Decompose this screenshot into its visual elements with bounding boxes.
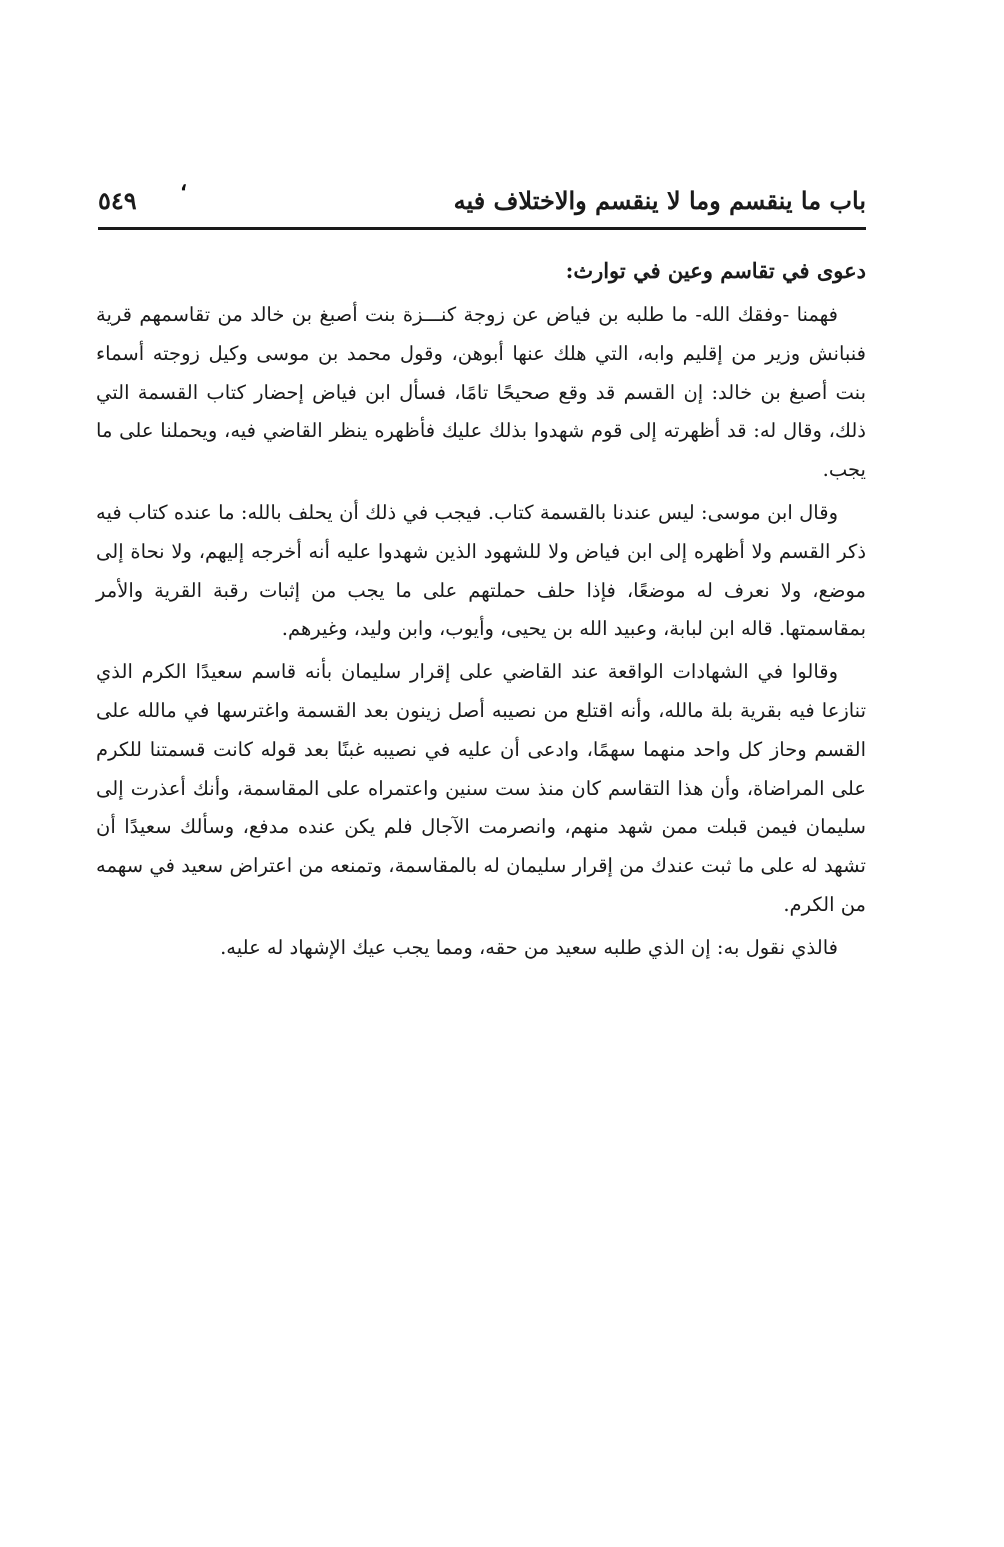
page-number: ٥٤٩: [98, 186, 137, 215]
section-heading: دعوى في تقاسم وعين في توارث:: [565, 258, 866, 283]
paragraph-1: فهمنا -وفقك الله- ما طلبه بن فياض عن زوجة كنـــزة بنت أصبغ بن خالد من تقاسمهم قرية فنبانش وزير من إقليم وابه، التي هلك عنها أبوهن، وقول محمد بن موسى وكيل زوجته أسماء بنت أصبغ بن خالد: إن القسم قد وقع صحيحًا تامًا، فسأل ابن فياض إحضار كتاب القسمة التي ذلك، وقال له: قد أظهرته إلى قوم شهدوا بذلك عليك فأظهره ينظر القاضي فيه، ويحملنا على ما يجب.: [96, 303, 866, 482]
header-divider: [98, 227, 866, 230]
paragraph-2: وقال ابن موسى: ليس عندنا بالقسمة كتاب. فيجب في ذلك أن يحلف بالله: ما عنده كتاب فيه ذكر القسم ولا أظهره إلى ابن فياض ولا للشهود الذين شهدوا عليه أنه أخرجه إليهم، ولا نحاة إلى موضع، ولا نعرف له موضعًا، فإذا حلف حملتهم على ما يجب من إثبات رقبة القرية والأمر بمقاسمتها. قاله ابن لبابة، وعبيد الله بن يحيى، وأيوب، وابن وليد، وغيرهم.: [96, 500, 866, 641]
header-title: باب ما ينقسم وما لا ينقسم والاختلاف فيه: [453, 186, 866, 215]
stray-ink-mark: ،: [180, 170, 188, 196]
running-header: [98, 182, 866, 226]
page-body: [96, 252, 866, 972]
paragraph-3: وقالوا في الشهادات الواقعة عند القاضي على إقرار سليمان بأنه قاسم سعيدًا الكرم الذي تنازعا فيه بقرية بلة مالله، وأنه اقتلع من نصيبه أصل زينون بعد القسمة واغترسها في مالله على القسم وحاز كل واحد منهما سهمًا، وادعى أن عليه في نصيبه غبنًا بعد قوله كانت قسمتنا للكرم على المراضاة، وأن هذا التقاسم كان منذ ست سنين واعتمراه على المقاسمة، وأنك أعذرت إلى سليمان فيمن قبلت ممن شهد منهم، وانصرمت الآجال فلم يكن عنده مدفع، وسألك سعيدًا أن تشهد له على ما ثبت عندك من إقرار سليمان له بالمقاسمة، وتمنعه من اعتراض سعيد في سهمه من الكرم.: [96, 660, 866, 916]
paragraph-4: فالذي نقول به: إن الذي طلبه سعيد من حقه، ومما يجب عيك الإشهاد له عليه.: [220, 935, 838, 959]
